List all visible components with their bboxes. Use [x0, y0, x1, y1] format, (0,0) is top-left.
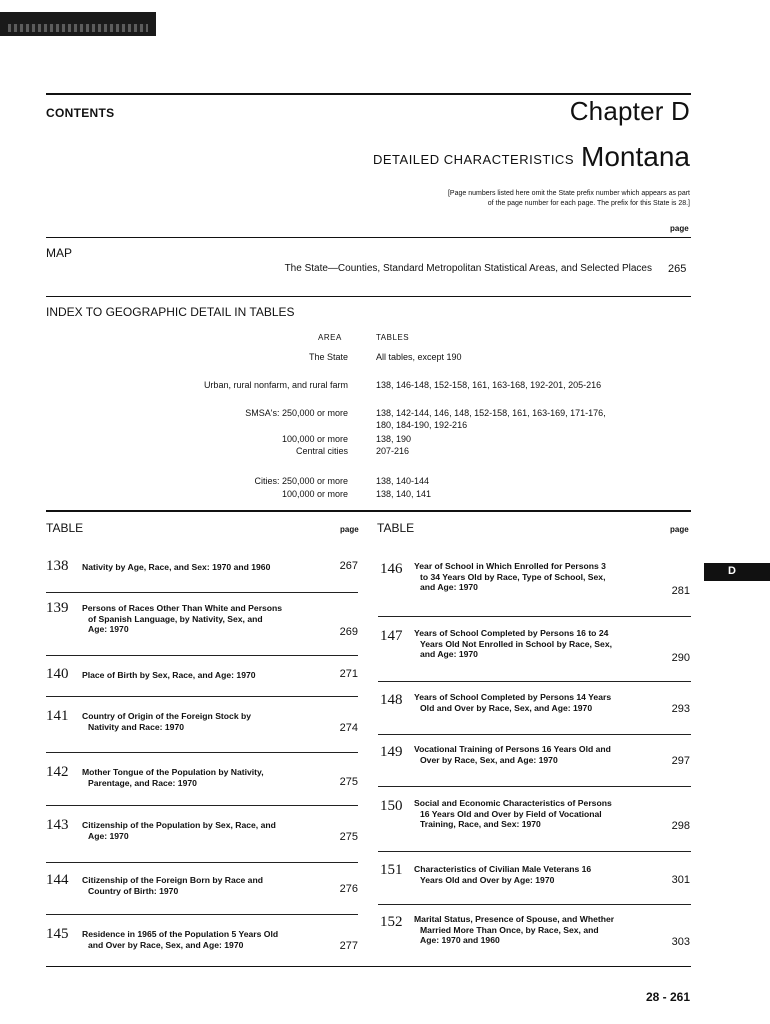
- index-area: Cities: 250,000 or more: [254, 476, 348, 486]
- index-tables: 180, 184-190, 192-216: [376, 420, 468, 430]
- page-column-label: page: [670, 224, 689, 233]
- tables-column-label: TABLES: [376, 333, 410, 342]
- page-number-note: [370, 189, 690, 209]
- rule-above-map: [46, 237, 691, 238]
- divider: [46, 862, 358, 863]
- table-page: 281: [671, 585, 690, 597]
- index-area: 100,000 or more: [281, 434, 348, 444]
- table-page: 276: [339, 883, 358, 895]
- detailed-characteristics-label: DETAILED CHARACTERISTICS: [372, 152, 574, 167]
- map-page: 265: [668, 263, 687, 275]
- index-tables: 138, 190: [376, 434, 412, 444]
- table-title: Place of Birth by Sex, Race, and Age: 1970: [82, 670, 256, 680]
- map-description: The State—Counties, Standard Metropolitan Statistical Areas, and Selected Places: [284, 263, 652, 274]
- index-area: The State: [308, 352, 348, 362]
- divider: [378, 904, 691, 905]
- table-title: Residence in 1965 of the Population 5 Years Old and Over by Race, Sex, and Age: 1970: [82, 929, 279, 950]
- table-page: 297: [671, 755, 690, 767]
- table-page: 267: [339, 560, 358, 572]
- table-number: 143: [46, 817, 69, 833]
- index-area: SMSA's: 250,000 or more: [245, 408, 348, 418]
- divider: [378, 734, 691, 735]
- table-page: 275: [339, 776, 358, 788]
- divider: [378, 851, 691, 852]
- map-heading: MAP: [46, 246, 73, 260]
- table-page: 274: [339, 722, 358, 734]
- index-tables: All tables, except 190: [376, 352, 462, 362]
- table-title: Nativity by Age, Race, and Sex: 1970 and 1960: [82, 562, 271, 572]
- top-rule: [46, 93, 691, 95]
- table-number: 140: [46, 666, 69, 682]
- index-tables: 138, 140-144: [376, 476, 430, 486]
- state-name: Montana: [581, 141, 690, 172]
- table-page: 303: [671, 936, 690, 948]
- chapter-side-tab: [704, 563, 770, 581]
- table-page: 301: [671, 874, 690, 886]
- table-column-label-left: TABLE: [46, 521, 84, 535]
- divider: [378, 681, 691, 682]
- table-number: 142: [46, 764, 69, 780]
- divider: [378, 616, 691, 617]
- divider: [378, 786, 691, 787]
- table-title: Marital Status, Presence of Spouse, and Whether Married More Than Once, by Race, Sex, and Age: 1970 and 1960: [414, 914, 615, 945]
- divider: [46, 696, 358, 697]
- index-tables: 138, 140, 141: [376, 489, 432, 499]
- area-column-label: AREA: [318, 333, 342, 342]
- table-number: 152: [380, 914, 403, 930]
- table-title: Persons of Races Other Than White and Persons of Spanish Language, by Nativity, Sex, and Age: 1970: [82, 603, 283, 634]
- table-number: 151: [380, 862, 403, 878]
- table-number: 138: [46, 558, 69, 574]
- table-title: Country of Origin of the Foreign Stock by Nativity and Race: 1970: [82, 711, 252, 732]
- table-title: Citizenship of the Foreign Born by Race and Country of Birth: 1970: [82, 875, 263, 896]
- bottom-rule: [46, 966, 691, 967]
- table-number: 148: [380, 692, 403, 708]
- rule-above-tables: [46, 510, 691, 512]
- table-number: 149: [380, 744, 403, 760]
- page-note-line-1: [Page numbers listed here omit the State prefix number which appears as part: [447, 190, 690, 197]
- scan-header-bar: [0, 12, 156, 36]
- page-column-label-right: page: [670, 525, 689, 534]
- divider: [46, 805, 358, 806]
- table-column-label-right: TABLE: [377, 521, 415, 535]
- table-title: Characteristics of Civilian Male Veterans 16 Years Old and Over by Age: 1970: [414, 864, 592, 885]
- table-page: 271: [339, 668, 358, 680]
- table-title: Years of School Completed by Persons 14 Years Old and Over by Race, Sex, and Age: 1970: [414, 692, 612, 713]
- page-column-label-left: page: [340, 525, 359, 534]
- divider: [46, 914, 358, 915]
- index-tables: 207-216: [376, 446, 410, 456]
- chapter-side-tab-label: D: [728, 565, 736, 577]
- table-page: 277: [339, 940, 358, 952]
- contents-heading: CONTENTS: [46, 106, 115, 120]
- table-page: 290: [671, 652, 690, 664]
- index-area: 100,000 or more: [281, 489, 348, 499]
- index-heading: INDEX TO GEOGRAPHIC DETAIL IN TABLES: [46, 305, 295, 319]
- table-page: 275: [339, 831, 358, 843]
- index-area: Urban, rural nonfarm, and rural farm: [203, 380, 348, 390]
- divider: [46, 592, 358, 593]
- table-number: 147: [380, 628, 403, 644]
- table-number: 146: [380, 561, 403, 577]
- page-note-line-2: of the page number for each page. The prefix for this State is 28.]: [487, 200, 690, 207]
- chapter-title: Chapter D: [569, 96, 690, 126]
- table-title: Year of School in Which Enrolled for Persons 3 to 34 Years Old by Race, Type of School, Sex, and Age: 1970: [414, 561, 606, 592]
- table-page: 298: [671, 820, 690, 832]
- index-area: Central cities: [295, 446, 348, 456]
- table-title: Vocational Training of Persons 16 Years Old and Over by Race, Sex, and Age: 1970: [414, 744, 611, 765]
- index-tables: 138, 142-144, 146, 148, 152-158, 161, 163-169, 171-176,: [376, 408, 606, 418]
- table-number: 150: [380, 798, 403, 814]
- table-number: 145: [46, 926, 69, 942]
- table-title: Citizenship of the Population by Sex, Race, and Age: 1970: [82, 820, 276, 841]
- table-page: 269: [339, 626, 358, 638]
- table-title: Social and Economic Characteristics of Persons 16 Years Old and Over by Field of Vocational Training, Race, and Sex: 1970: [414, 798, 612, 829]
- divider: [46, 655, 358, 656]
- table-number: 144: [46, 872, 69, 888]
- divider: [46, 752, 358, 753]
- table-page: 293: [671, 703, 690, 715]
- page-number-footer: 28 - 261: [645, 990, 690, 1004]
- table-number: 141: [46, 708, 69, 724]
- rule-above-index: [46, 296, 691, 297]
- index-tables: 138, 146-148, 152-158, 161, 163-168, 192-201, 205-216: [376, 380, 602, 390]
- table-number: 139: [46, 600, 69, 616]
- table-title: Mother Tongue of the Population by Nativity, Parentage, and Race: 1970: [82, 767, 264, 788]
- table-title: Years of School Completed by Persons 16 to 24 Years Old Not Enrolled in School by Race, Sex, and Age: 1970: [414, 628, 612, 659]
